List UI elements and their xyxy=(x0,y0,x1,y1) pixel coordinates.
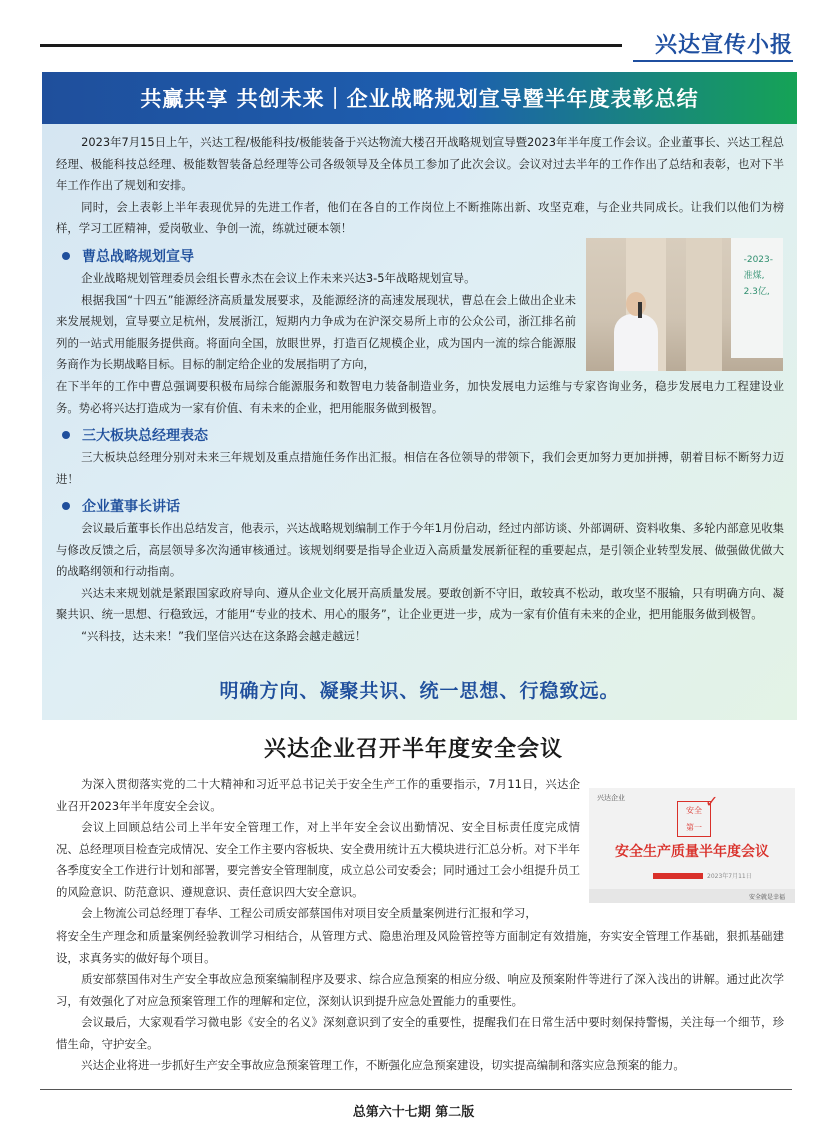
article1-title: 共赢共享 共创未来｜企业战略规划宣导暨半年度表彰总结 xyxy=(42,72,797,124)
section1-paragraph-1: 企业战略规划管理委员会组长曹永杰在会议上作未来兴达3-5年战略规划宣导。 xyxy=(81,271,476,285)
safety-meeting-slide xyxy=(589,788,795,903)
bullet-dot-icon xyxy=(62,252,70,260)
microphone-icon xyxy=(638,302,642,318)
screen-text-line: 2.3亿, xyxy=(743,287,770,297)
section3-paragraph-2: 兴达未来规划就是紧跟国家政府导向、遵从企业文化展开高质量发展。要敢创新不守旧，敢较真不松动，敢攻坚不服输，只有明确方向、凝聚共识、统一思想、行稳致远，才能用“专业的技术、用心的服务”，让企业更进一步，成为一家有价值有未来的企业，把用能服务做到极智。 xyxy=(56,585,784,621)
screen-text-line: -2023- xyxy=(743,255,773,265)
bullet-dot-icon xyxy=(62,431,70,439)
section2-paragraph-1: 三大板块总经理分别对未来三年规划及重点措施任务作出汇报。相信在各位领导的带领下，我们会更加努力更加拼搏，朝着目标不断努力迈进！ xyxy=(56,450,784,486)
slogan: 明确方向、凝聚共识、统一思想、行稳致远。 xyxy=(219,680,620,702)
section-heading-managers xyxy=(62,425,208,445)
footer-rule xyxy=(40,1089,792,1090)
section-heading-label: 三大板块总经理表态 xyxy=(82,428,208,444)
masthead-underline xyxy=(633,60,793,62)
slide-date-bar xyxy=(653,873,703,879)
checkmark-icon: ✓ xyxy=(705,792,719,811)
section-heading-label: 曹总战略规划宣导 xyxy=(82,249,194,265)
article2-title: 兴达企业召开半年度安全会议 xyxy=(263,737,563,762)
slide-footer-text: 安全就是幸福 xyxy=(748,894,785,901)
wall-panel xyxy=(686,238,722,371)
screen-text xyxy=(744,252,773,300)
speaker-head xyxy=(626,292,646,316)
stamp-line: 安全 xyxy=(686,806,702,815)
section-heading-strategy xyxy=(62,246,194,266)
section1-body xyxy=(56,268,576,376)
section2-body xyxy=(56,447,784,490)
article1-intro xyxy=(56,132,784,240)
screen-text-line: 准煤, xyxy=(743,271,765,281)
section3-paragraph-3: “兴科技，达未来！”我们坚信兴达在这条路会越走越远！ xyxy=(81,628,367,643)
slide-date: 2023年7月11日 xyxy=(707,873,752,880)
article2-paragraph-3b: 将安全生产理念和质量案例经验教训学习相结合，从管理方式、隐患治理及风险管控等方面制定有效措施，夯实安全管理工作基础，狠抓基础建设，求真务实的做好每个项目。 xyxy=(56,929,784,965)
article2-paragraph-2: 会议上回顾总结公司上半年安全管理工作，对上半年安全会议出勤情况、安全目标责任度完成情况、总经理项目检查完成情况、安全工作主要内容板块、安全费用统计五大模块进行汇总分析。对下半年各季度安全工作进行计划和部署，要完善安全管理制度，成立总公司安委会；同时通过工会小组提升员工的风险意识、防范意识、遵规意识、责任意识四大安全意识。 xyxy=(56,820,580,899)
section-heading-label: 企业董事长讲话 xyxy=(82,499,180,515)
masthead-title: 兴达宣传小报 xyxy=(654,32,793,58)
article2-paragraph-1: 为深入贯彻落实党的二十大精神和习近平总书记关于安全生产工作的重要指示，7月11日，兴达企业召开2023年半年度安全会议。 xyxy=(56,777,580,813)
slide-logo: 兴达企业 xyxy=(597,794,625,802)
stamp-line: 第一 xyxy=(686,823,702,832)
section3-paragraph-1: 会议最后董事长作出总结发言，他表示，兴达战略规划编制工作于今年1月份启动，经过内部访谈、外部调研、资料收集、多轮内部意见收集与修改反馈之后，高层领导多次沟通审核通过。该规划纲要是指导企业迈入高质量发展新征程的重要起点，是引领企业转型发展、做强做优做大的战略纲领和行动指南。 xyxy=(56,521,784,578)
article2-paragraph-4: 质安部蔡国伟对生产安全事故应急预案编制程序及要求、综合应急预案的相应分级、响应及预案附件等进行了深入浅出的讲解。通过此次学习，有效强化了对应急预案管理工作的理解和定位，深刻认识到提升应急处置能力的重要性。 xyxy=(56,972,784,1008)
section3-body xyxy=(56,518,784,647)
section1-body-cont xyxy=(56,376,784,419)
section1-paragraph-3: 在下半年的工作中曹总强调要积极布局综合能源服务和数智电力装备制造业务，加快发展电力运维与专家咨询业务，稳步发展电力工程建设业务。势必将兴达打造成为一家有价值、有未来的企业，把用能服务做到极智。 xyxy=(56,379,784,415)
bullet-dot-icon xyxy=(62,502,70,510)
intro-paragraph-1: 2023年7月15日上午，兴达工程/极能科技/极能装备于兴达物流大楼召开战略规划宣导暨2023年半年度工作会议。企业董事长、兴达工程总经理、极能科技总经理、极能数智装备总经理等公司各级领导及全体员工参加了此次会议。会议对过去半年的工作作出了总结和表彰，也对下半年工作作出了规划和安排。 xyxy=(56,135,784,192)
speaker-figure xyxy=(614,314,658,371)
speaker-photo xyxy=(586,238,783,371)
section-heading-chairman xyxy=(62,496,180,516)
intro-paragraph-2: 同时，会上表彰上半年表现优异的先进工作者，他们在各自的工作岗位上不断推陈出新、攻坚克难，与企业共同成长。让我们以他们为榜样，学习工匠精神，爱岗敬业、争创一流，练就过硬本领！ xyxy=(56,199,784,235)
top-rule xyxy=(40,44,622,47)
article2-paragraph-5: 会议最后，大家观看学习微电影《安全的名义》深刻意识到了安全的重要性，提醒我们在日常生活中要时刻保持警惕，关注每一个细节，珍惜生命，守护安全。 xyxy=(56,1015,784,1051)
section1-paragraph-2: 根据我国“十四五”能源经济高质量发展要求，及能源经济的高速发展现状，曹总在会上做出企业未来发展规划，宣导要立足杭州，发展浙江，短期内力争成为在沪深交易所上市的公众公司，浙江排名前列的一站式用能服务提供商。将面向全国，放眼世界，打造百亿规模企业，成为国内一流的综合能源服务商作为长期战略目标。目标的制定给企业的发展指明了方向， xyxy=(56,292,576,371)
issue-footer: 总第六十七期 第二版 xyxy=(352,1105,475,1120)
slide-title: 安全生产质量半年度会议 xyxy=(615,844,769,860)
article2-paragraph-3a: 会上物流公司总经理丁春华、工程公司质安部蔡国伟对项目安全质量案例进行汇报和学习， xyxy=(81,906,537,920)
article2-body-bottom xyxy=(56,926,784,1077)
article2-body-top xyxy=(56,774,580,925)
article2-paragraph-6: 兴达企业将进一步抓好生产安全事故应急预案管理工作，不断强化应急预案建设，切实提高编制和落实应急预案的能力。 xyxy=(81,1058,685,1072)
